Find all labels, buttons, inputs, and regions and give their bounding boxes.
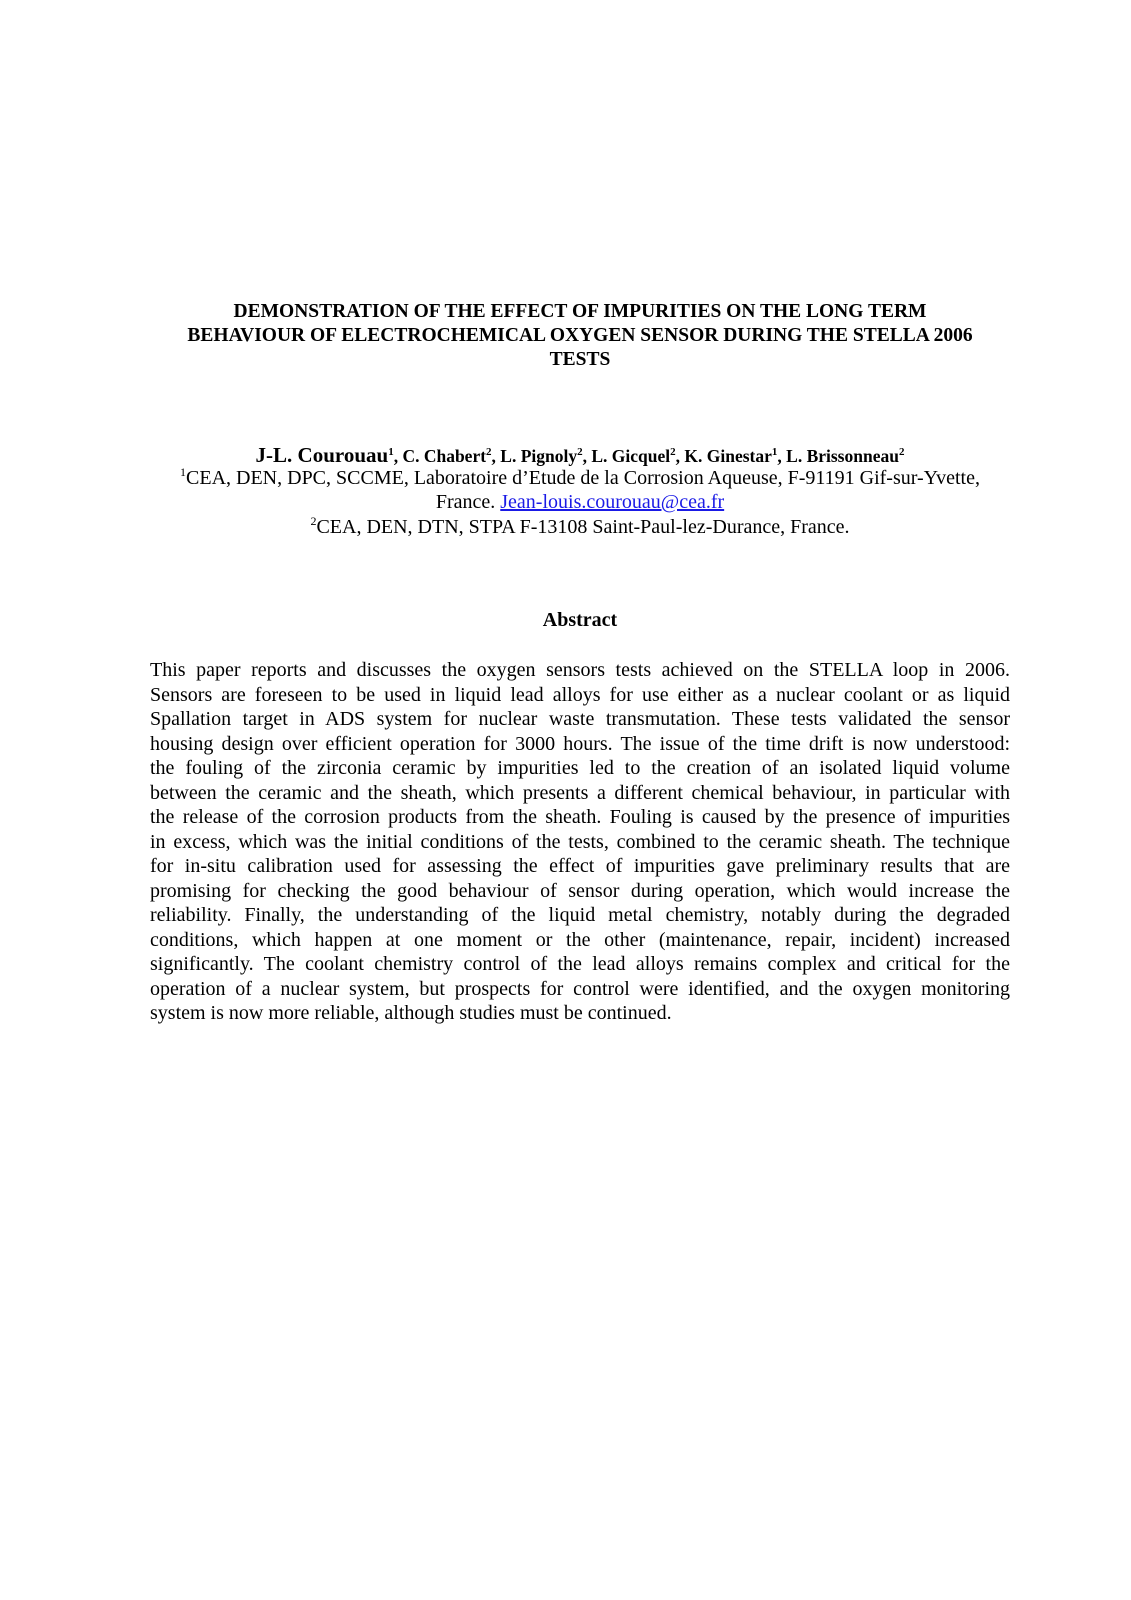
author-name: K. Ginestar [684, 446, 772, 466]
title-line: BEHAVIOUR OF ELECTROCHEMICAL OXYGEN SENSOR DURING THE STELLA 2006 [187, 325, 973, 346]
title-line: TESTS [549, 349, 611, 370]
author-separator: , [491, 446, 501, 466]
author-separator: , [675, 446, 685, 466]
affiliation-marker: 2 [898, 446, 905, 458]
author-name: C. Chabert [402, 446, 487, 466]
author-name: L. Pignoly [500, 446, 578, 466]
abstract-line: between the ceramic and the sheath, which presents a different chemical behaviour, in particular with [150, 781, 1010, 804]
abstract-line: operation of a nuclear system, but prospects for control were identified, and the oxygen monitoring [150, 977, 1010, 1000]
affiliation-text: CEA, DEN, DTN, STPA F-13108 Saint-Paul-lez-Durance, France. [316, 516, 850, 538]
abstract-line: housing design over efficient operation for 3000 hours. The issue of the time drift is now understood: [150, 732, 1010, 755]
affiliation-text: CEA, DEN, DPC, SCCME, Laboratoire d’Etude de la Corrosion Aqueuse, F-91191 Gif-sur-Yvette, [186, 467, 980, 489]
abstract-line: for in-situ calibration used for assessing the effect of impurities gave preliminary results that are [150, 855, 1010, 877]
author-separator: , [777, 446, 787, 466]
abstract-line: the release of the corrosion products from the sheath. Fouling is caused by the presence of impurities [150, 806, 1010, 828]
abstract-line: Sensors are foreseen to be used in liquid lead alloys for use either as a nuclear coolant or as liquid [150, 683, 1010, 706]
author-name: L. Gicquel [591, 446, 671, 466]
affiliation-marker: 2 [670, 446, 676, 458]
abstract-line: significantly. The coolant chemistry control of the lead alloys remains complex and critical for the [150, 953, 1010, 975]
abstract-line: Spallation target in ADS system for nuclear waste transmutation. These tests validated the sensor [150, 708, 1010, 730]
author-list [150, 443, 1010, 468]
affiliation-marker: 2 [486, 446, 492, 458]
affiliation-line [150, 490, 1010, 514]
abstract-line: promising for checking the good behaviour of sensor during operation, which would increase the [150, 879, 1010, 902]
abstract-line: system is now more reliable, although studies must be continued. [150, 1002, 672, 1024]
affiliation-marker: 2 [577, 446, 583, 458]
author-name: J-L. Courouau [255, 443, 389, 467]
affiliation-marker: 2 [310, 514, 317, 528]
abstract-heading: Abstract [542, 609, 618, 631]
affiliation-line [150, 466, 1010, 490]
title-line: DEMONSTRATION OF THE EFFECT OF IMPURITIES ON THE LONG TERM [233, 301, 927, 322]
author-separator: , [393, 446, 403, 466]
abstract-line: the fouling of the zirconia ceramic by impurities led to the creation of an isolated liquid volume [150, 757, 1010, 779]
author-name: L. Brissonneau [786, 446, 899, 466]
abstract-line: in excess, which was the initial conditions of the tests, combined to the ceramic sheath. The technique [150, 830, 1010, 853]
affiliation-marker: 1 [180, 465, 187, 479]
abstract-body [150, 658, 1010, 1026]
affiliation-2 [150, 515, 1010, 539]
abstract-line: This paper reports and discusses the oxygen sensors tests achieved on the STELLA loop in 2006. [150, 659, 1010, 681]
affiliation-text: France. [435, 491, 501, 513]
affiliation-1 [150, 466, 1010, 514]
affiliation-marker: 1 [771, 446, 778, 458]
abstract-line: conditions, which happen at one moment or the other (maintenance, repair, incident) increased [150, 928, 1010, 951]
affiliation-marker: 1 [388, 446, 394, 458]
abstract-line: reliability. Finally, the understanding of the liquid metal chemistry, notably during the degraded [150, 904, 1010, 926]
paper-title [150, 300, 1010, 372]
email-link[interactable]: Jean-louis.courouau@cea.fr [500, 491, 725, 513]
author-separator: , [582, 446, 592, 466]
